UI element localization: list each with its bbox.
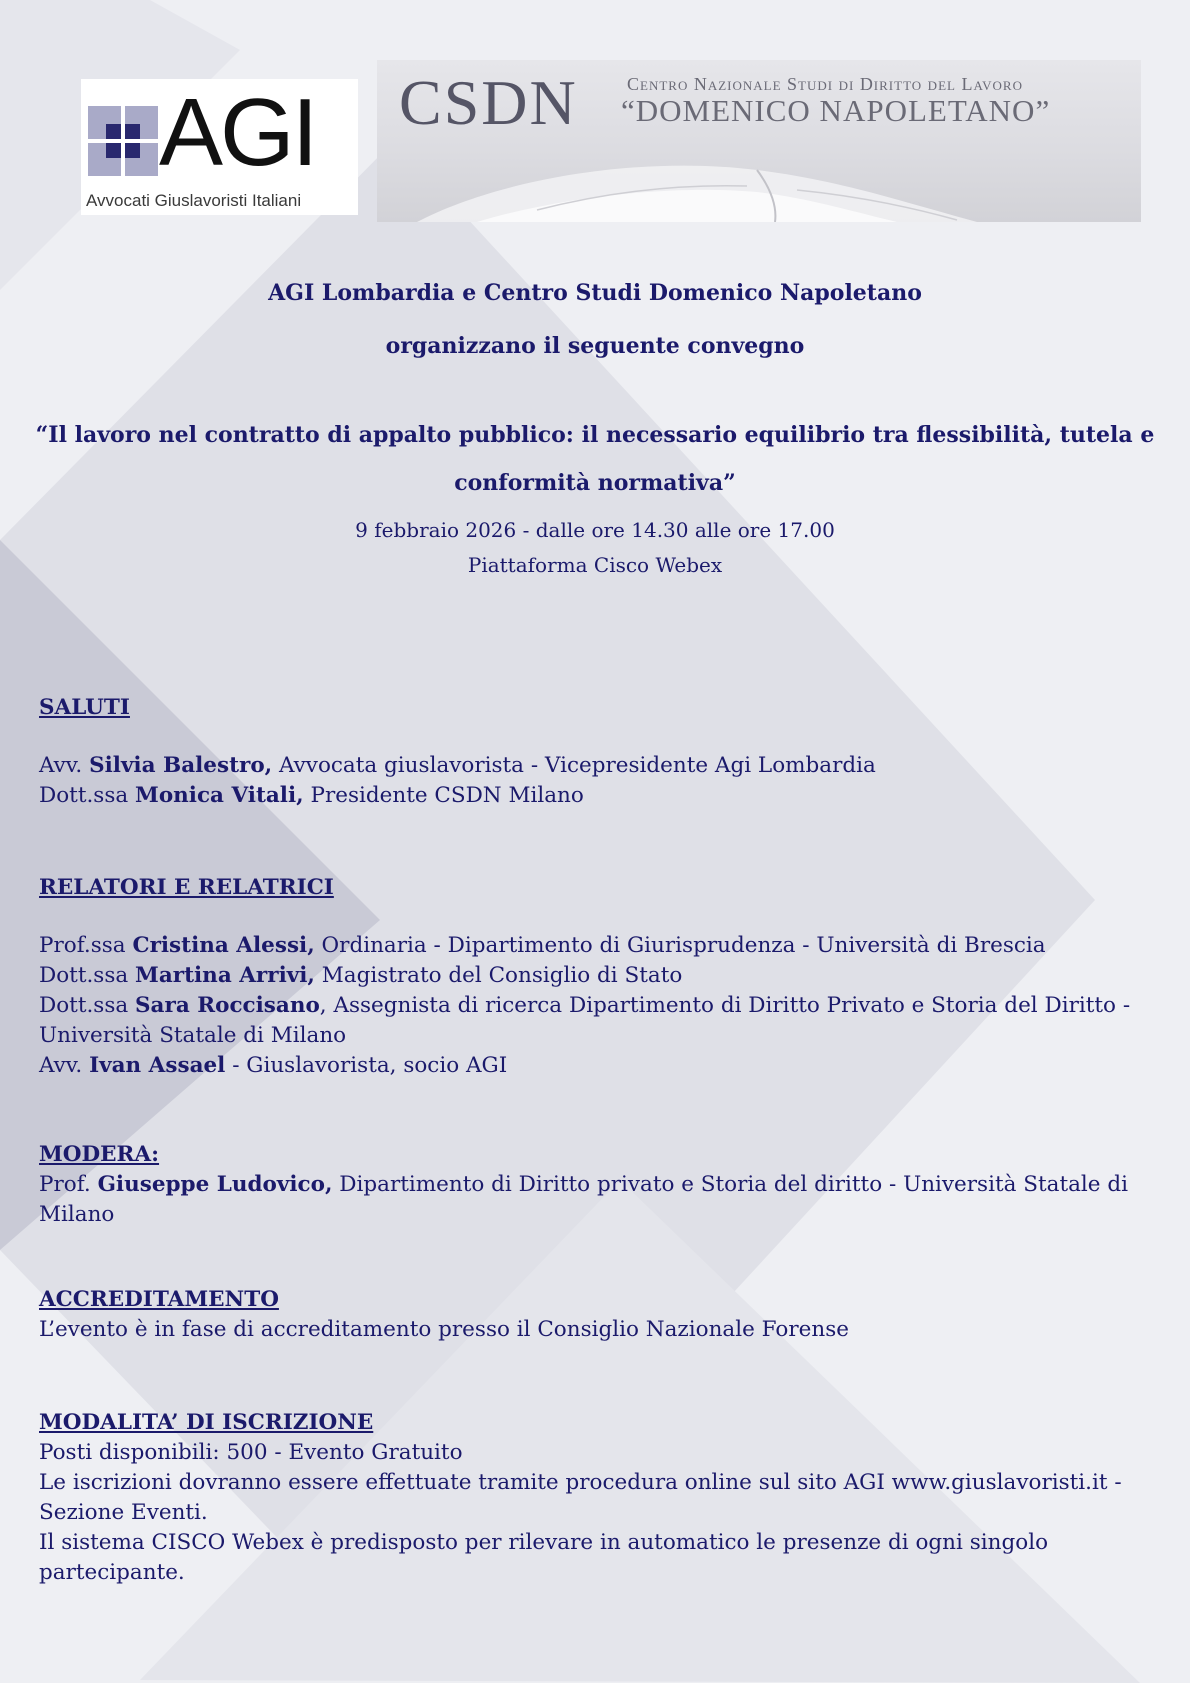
csdn-logo-letters: CSDN	[399, 67, 578, 138]
person-name: Ivan Assael	[89, 1053, 226, 1078]
relatori-heading: RELATORI E RELATRICI	[39, 875, 334, 900]
person-name: Giuseppe Ludovico,	[97, 1172, 333, 1197]
list-item	[39, 751, 1139, 781]
csdn-logo-line2: “DOMENICO NAPOLETANO”	[621, 93, 1051, 128]
saluti-heading: SALUTI	[39, 695, 130, 720]
accreditamento-text: L’evento è in fase di accreditamento presso il Consiglio Nazionale Forense	[39, 1317, 849, 1342]
person-title: Avv.	[39, 753, 83, 778]
list-item	[39, 781, 1139, 811]
iscrizione-line: Sezione Eventi.	[39, 1500, 208, 1525]
person-title: Avv.	[39, 1053, 83, 1078]
csdn-banner	[377, 60, 1141, 222]
modera-heading: MODERA:	[39, 1142, 160, 1167]
accreditamento-heading: ACCREDITAMENTO	[39, 1287, 279, 1312]
relatori-list	[39, 931, 1139, 1081]
agi-logo-letters: AGI	[159, 79, 316, 186]
moderator	[39, 1170, 1139, 1200]
organizer-subline: organizzano il seguente convegno	[385, 333, 805, 359]
person-name: Silvia Balestro,	[89, 753, 273, 778]
person-title: Dott.ssa	[39, 783, 129, 808]
person-name: Cristina Alessi,	[132, 933, 315, 958]
person-role: - Giuslavorista, socio AGI	[232, 1053, 508, 1078]
person-role: Magistrato del Consiglio di Stato	[321, 963, 683, 988]
section-modera	[39, 1140, 1139, 1230]
person-name: Sara Roccisano	[135, 993, 320, 1018]
person-role: Avvocata giuslavorista - Vicepresidente Agi Lombardia	[279, 753, 876, 778]
event-title-line2: conformità normativa”	[454, 470, 736, 496]
person-role: , Assegnista di ricerca Dipartimento di Diritto Privato e Storia del Diritto -	[319, 993, 1131, 1018]
list-item	[39, 931, 1139, 961]
iscrizione-line: Posti disponibili: 500 - Evento Gratuito	[39, 1440, 463, 1465]
event-date: 9 febbraio 2026 - dalle ore 14.30 alle ore 17.00	[355, 518, 835, 542]
section-accreditamento	[39, 1285, 1139, 1345]
person-role: Ordinaria - Dipartimento di Giurisprudenza - Università di Brescia	[321, 933, 1046, 958]
event-title	[30, 411, 1160, 507]
person-title: Prof.	[39, 1172, 91, 1197]
iscrizione-line: Le iscrizioni dovranno essere effettuate tramite procedura online sul sito AGI www.giuslavoristi.it -	[39, 1470, 1122, 1495]
section-relatori	[39, 873, 1139, 903]
csdn-logo-line1: Centro Nazionale Studi di Diritto del Lavoro	[627, 74, 1023, 94]
person-name: Monica Vitali,	[135, 783, 304, 808]
iscrizione-line: Il sistema CISCO Webex è predisposto per rilevare in automatico le presenze di ogni singolo	[39, 1530, 1049, 1555]
list-item-continuation: Università Statale di Milano	[39, 1023, 347, 1048]
person-role: Presidente CSDN Milano	[310, 783, 584, 808]
organizer-line: AGI Lombardia e Centro Studi Domenico Napoletano	[268, 280, 922, 306]
person-name: Martina Arrivi,	[135, 963, 315, 988]
list-item	[39, 1051, 1139, 1081]
person-title: Prof.ssa	[39, 933, 126, 958]
iscrizione-line: partecipante.	[39, 1560, 185, 1585]
section-saluti	[39, 693, 1139, 723]
person-title: Dott.ssa	[39, 963, 129, 988]
agi-logo	[81, 79, 358, 215]
iscrizione-heading: MODALITA’ DI ISCRIZIONE	[39, 1410, 374, 1435]
saluti-list	[39, 751, 1139, 811]
agi-logo-subtitle: Avvocati Giuslavoristi Italiani	[86, 191, 302, 210]
list-item	[39, 991, 1139, 1021]
moderator-continuation: Milano	[39, 1202, 115, 1227]
person-title: Dott.ssa	[39, 993, 129, 1018]
event-title-line1: “Il lavoro nel contratto di appalto pubblico: il necessario equilibrio tra flessibilità, tutela e	[35, 422, 1155, 448]
agi-grid-icon	[88, 106, 158, 176]
event-platform: Piattaforma Cisco Webex	[467, 553, 723, 577]
list-item	[39, 961, 1139, 991]
section-iscrizione	[39, 1408, 1139, 1588]
person-role: Dipartimento di Diritto privato e Storia del diritto - Università Statale di	[339, 1172, 1128, 1197]
